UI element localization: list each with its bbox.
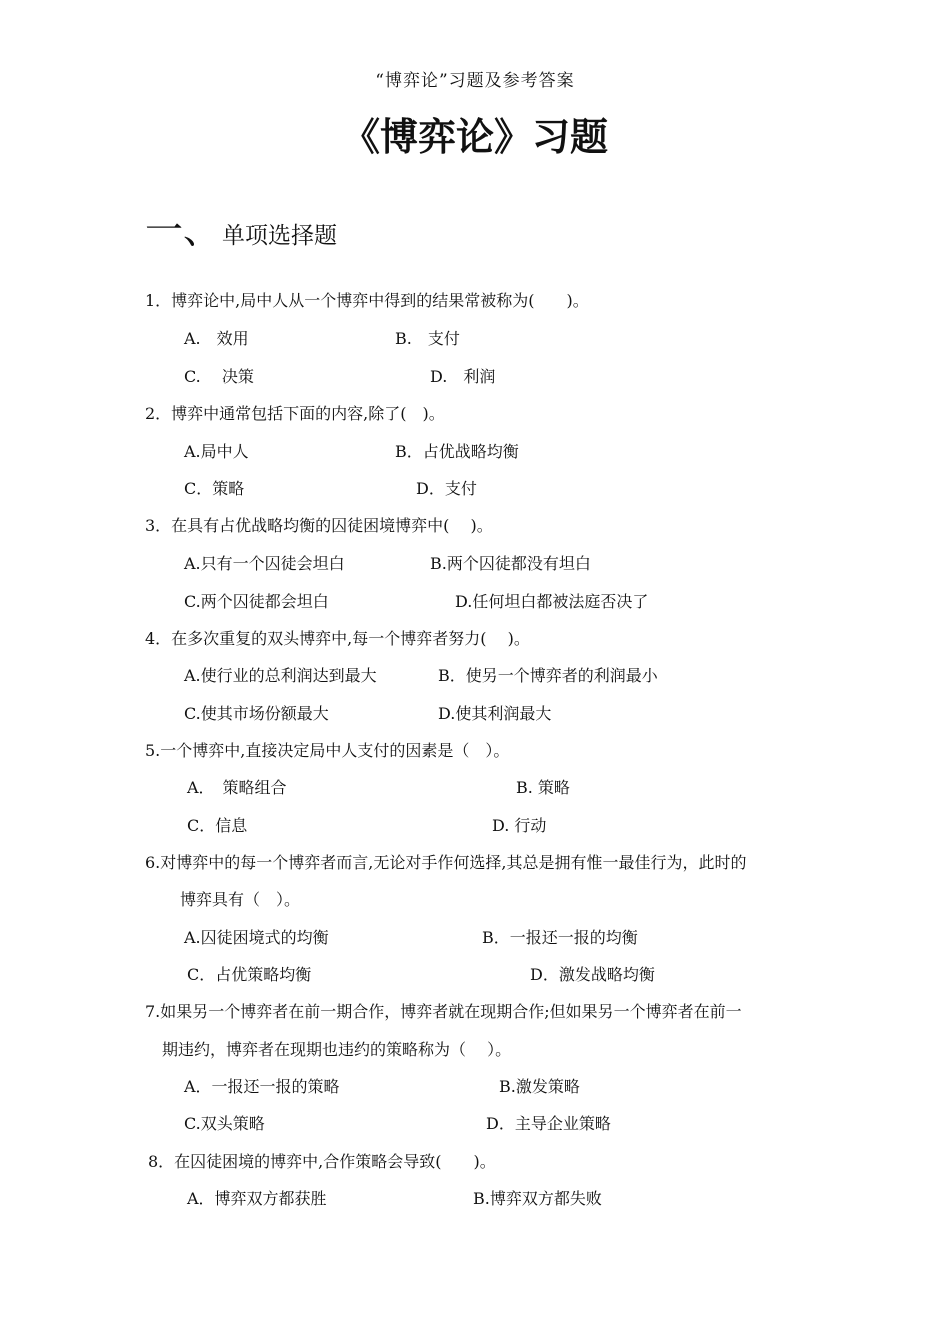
document-title: 《博弈论》习题 bbox=[341, 114, 608, 159]
q4-option-d: D.使其利润最大 bbox=[438, 704, 552, 723]
q6-option-a: A.囚徒困境式的均衡 bbox=[184, 928, 329, 947]
q5-option-c: C．信息 bbox=[187, 816, 248, 835]
question-5: 5.一个博弈中,直接决定局中人支付的因素是（ ）。 bbox=[145, 741, 510, 760]
question-6: 6.对博弈中的每一个博弈者而言,无论对手作何选择,其总是拥有惟一最佳行为，此时的 bbox=[145, 853, 747, 872]
section-number: 一、 bbox=[145, 208, 222, 252]
q4-option-c: C.使其市场份额最大 bbox=[184, 704, 329, 723]
q3-option-c: C.两个囚徒都会坦白 bbox=[184, 592, 329, 611]
q5-option-d: D. 行动 bbox=[492, 816, 547, 835]
question-6-continued: 博弈具有（ ）。 bbox=[180, 890, 301, 909]
q8-option-a: A．博弈双方都获胜 bbox=[187, 1189, 327, 1208]
q6-option-c: C．占优策略均衡 bbox=[187, 965, 312, 984]
q2-option-a: A.局中人 bbox=[184, 442, 249, 461]
question-2: 2．博弈中通常包括下面的内容,除了( )。 bbox=[145, 404, 445, 423]
q3-option-a: A.只有一个囚徒会坦白 bbox=[184, 554, 345, 573]
q3-option-d: D.任何坦白都被法庭否决了 bbox=[455, 592, 649, 611]
q6-option-d: D．激发战略均衡 bbox=[530, 965, 655, 984]
q2-option-c: C．策略 bbox=[184, 479, 245, 498]
q7-option-a: A．一报还一报的策略 bbox=[184, 1077, 340, 1096]
q1-option-a: A. 效用 bbox=[184, 329, 249, 348]
q2-option-b: B．占优战略均衡 bbox=[395, 442, 519, 461]
q5-option-b: B. 策略 bbox=[516, 778, 570, 797]
q8-option-b: B.博弈双方都失败 bbox=[473, 1189, 602, 1208]
q4-option-b: B．使另一个博弈者的利润最小 bbox=[438, 666, 658, 685]
question-7: 7.如果另一个博弈者在前一期合作，博弈者就在现期合作;但如果另一个博弈者在前一 bbox=[145, 1002, 742, 1021]
page-header: “博弈论”习题及参考答案 bbox=[375, 71, 575, 91]
question-3: 3．在具有占优战略均衡的囚徒困境博弈中( )。 bbox=[145, 516, 493, 535]
q4-option-a: A.使行业的总利润达到最大 bbox=[184, 666, 377, 685]
q2-option-d: D．支付 bbox=[416, 479, 477, 498]
question-7-continued: 期违约，博弈者在现期也违约的策略称为（ ）。 bbox=[162, 1040, 512, 1059]
q7-option-d: D．主导企业策略 bbox=[486, 1114, 611, 1133]
q1-option-d: D. 利润 bbox=[430, 367, 496, 386]
question-8: 8．在囚徒困境的博弈中,合作策略会导致( )。 bbox=[148, 1152, 496, 1171]
q1-option-b: B. 支付 bbox=[395, 329, 460, 348]
q6-option-b: B．一报还一报的均衡 bbox=[482, 928, 638, 947]
question-1: 1．博弈论中,局中人从一个博弈中得到的结果常被称为( )。 bbox=[145, 291, 589, 310]
question-4: 4．在多次重复的双头博弈中,每一个博弈者努力( )。 bbox=[145, 629, 530, 648]
section-title: 单项选择题 bbox=[222, 223, 337, 249]
q1-option-c: C. 决策 bbox=[184, 367, 254, 386]
q5-option-a: A． 策略组合 bbox=[187, 778, 287, 797]
q3-option-b: B.两个囚徒都没有坦白 bbox=[430, 554, 591, 573]
q7-option-b: B.激发策略 bbox=[499, 1077, 580, 1096]
q7-option-c: C.双头策略 bbox=[184, 1114, 265, 1133]
